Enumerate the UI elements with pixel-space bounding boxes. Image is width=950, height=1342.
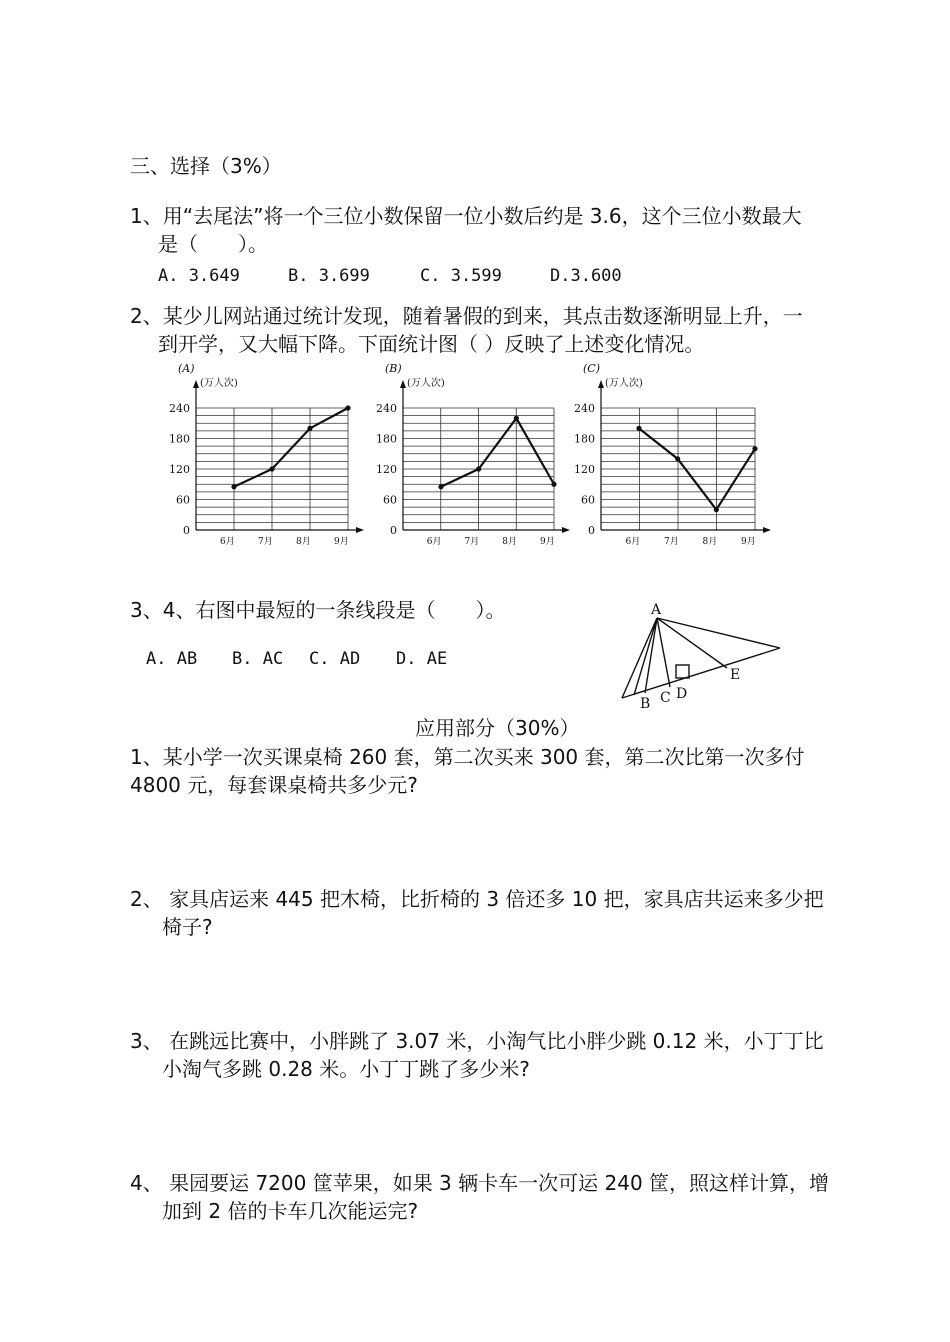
x-tick-label: 8月 xyxy=(296,537,311,547)
chart-unit: (万人次) xyxy=(605,378,643,389)
data-point xyxy=(307,426,312,431)
point-a-label: A xyxy=(651,602,662,618)
chart-label: (A) xyxy=(178,362,195,375)
question-1-line-1: 1、用“去尾法”将一个三位小数保留一位小数后约是 3.6，这个三位小数最大 xyxy=(130,204,802,228)
segment-ad xyxy=(657,618,670,687)
segment-a-edge xyxy=(657,618,780,648)
data-point xyxy=(345,405,350,410)
point-d-label: D xyxy=(676,686,688,702)
y-axis-arrow xyxy=(400,380,406,388)
y-tick-label: 60 xyxy=(581,493,595,507)
question-1-line-2: 是（ ）。 xyxy=(158,232,268,256)
q3-option-d: D. AE xyxy=(396,649,448,669)
q1-option-a: A. 3.649 xyxy=(158,266,240,286)
point-e-label: E xyxy=(730,667,741,683)
problem-1-line-1: 1、某小学一次买课桌椅 260 套，第二次买来 300 套，第二次比第一次多付 xyxy=(130,745,805,769)
q1-option-d: D.3.600 xyxy=(550,266,622,286)
x-tick-label: 8月 xyxy=(502,537,517,547)
y-tick-label: 180 xyxy=(169,432,190,446)
data-point xyxy=(752,446,757,451)
problem-4-line-2: 加到 2 倍的卡车几次能运完? xyxy=(162,1199,419,1223)
y-tick-label: 0 xyxy=(183,524,190,537)
line-charts xyxy=(0,360,950,560)
q1-option-c: C. 3.599 xyxy=(420,266,502,286)
problem-2-line-1: 2、 家具店运来 445 把木椅，比折椅的 3 倍还多 10 把，家具店共运来多少把 xyxy=(130,887,824,911)
chart-unit: (万人次) xyxy=(407,378,445,389)
x-tick-label: 9月 xyxy=(540,537,555,547)
x-tick-label: 7月 xyxy=(464,537,480,547)
y-tick-label: 120 xyxy=(169,463,190,476)
q1-option-b: B. 3.699 xyxy=(288,266,370,286)
q3-option-a: A. AB xyxy=(146,649,198,669)
data-point xyxy=(675,456,680,461)
data-point xyxy=(636,426,641,431)
x-tick-label: 6月 xyxy=(625,537,641,547)
y-tick-label: 0 xyxy=(588,524,595,537)
segment-ae xyxy=(657,618,727,668)
y-axis-arrow xyxy=(193,380,199,388)
q3-option-b: B. AC xyxy=(232,649,284,669)
chart-label: (B) xyxy=(385,362,402,375)
y-tick-label: 240 xyxy=(376,402,397,415)
segment-ab xyxy=(622,618,657,698)
x-tick-label: 9月 xyxy=(741,537,756,547)
data-point xyxy=(551,482,556,487)
question-2-line-1: 2、某少儿网站通过统计发现，随着暑假的到来，其点击数逐渐明显上升，一 xyxy=(130,304,803,328)
point-c-label: C xyxy=(660,690,671,706)
y-tick-label: 60 xyxy=(176,493,190,507)
x-tick-label: 6月 xyxy=(220,537,235,547)
point-b-label: B xyxy=(640,696,651,712)
x-tick-label: 9月 xyxy=(334,537,349,547)
data-point xyxy=(438,484,443,489)
problem-1-line-2: 4800 元，每套课桌椅共多少元? xyxy=(130,773,418,797)
chart-unit: (万人次) xyxy=(200,378,238,389)
data-point xyxy=(476,466,481,471)
chart-label: (C) xyxy=(583,362,600,375)
series-line xyxy=(234,408,348,487)
data-point xyxy=(269,466,274,471)
x-axis-arrow xyxy=(356,527,364,533)
application-title: 应用部分（30%） xyxy=(415,716,580,740)
x-axis-arrow xyxy=(562,527,570,533)
data-point xyxy=(714,507,719,512)
y-tick-label: 0 xyxy=(390,524,397,537)
question-3-text: 3、4、右图中最短的一条线段是（ ）。 xyxy=(130,598,506,622)
y-tick-label: 180 xyxy=(574,432,595,446)
question-2-line-2: 到开学，又大幅下降。下面统计图（ ）反映了上述变化情况。 xyxy=(158,332,705,356)
problem-2-line-2: 椅子? xyxy=(162,915,213,939)
data-point xyxy=(231,484,236,489)
y-tick-label: 120 xyxy=(574,463,595,476)
problem-4-line-1: 4、 果园要运 7200 筐苹果，如果 3 辆卡车一次可运 240 筐，照这样计算，增 xyxy=(130,1171,830,1195)
y-tick-label: 120 xyxy=(376,463,397,476)
y-tick-label: 240 xyxy=(574,402,595,415)
data-point xyxy=(514,416,519,421)
y-tick-label: 240 xyxy=(169,402,190,415)
y-tick-label: 180 xyxy=(376,432,397,446)
problem-3-line-2: 小淘气多跳 0.28 米。小丁丁跳了多少米? xyxy=(162,1057,530,1081)
problem-3-line-1: 3、 在跳远比赛中，小胖跳了 3.07 米，小淘气比小胖少跳 0.12 米，小丁丁比 xyxy=(130,1029,824,1053)
right-angle-mark xyxy=(676,665,689,678)
y-axis-arrow xyxy=(598,380,604,388)
y-tick-label: 60 xyxy=(383,493,397,507)
x-tick-label: 7月 xyxy=(664,537,679,547)
x-axis-arrow xyxy=(763,527,771,533)
segment-ac xyxy=(645,618,657,693)
x-tick-label: 8月 xyxy=(702,537,718,547)
x-tick-label: 6月 xyxy=(426,537,442,547)
segment-ah xyxy=(634,618,657,695)
section-title: 三、选择（3%） xyxy=(130,154,282,178)
triangle-figure xyxy=(610,598,810,718)
x-tick-label: 7月 xyxy=(258,537,273,547)
q3-option-c: C. AD xyxy=(309,649,361,669)
